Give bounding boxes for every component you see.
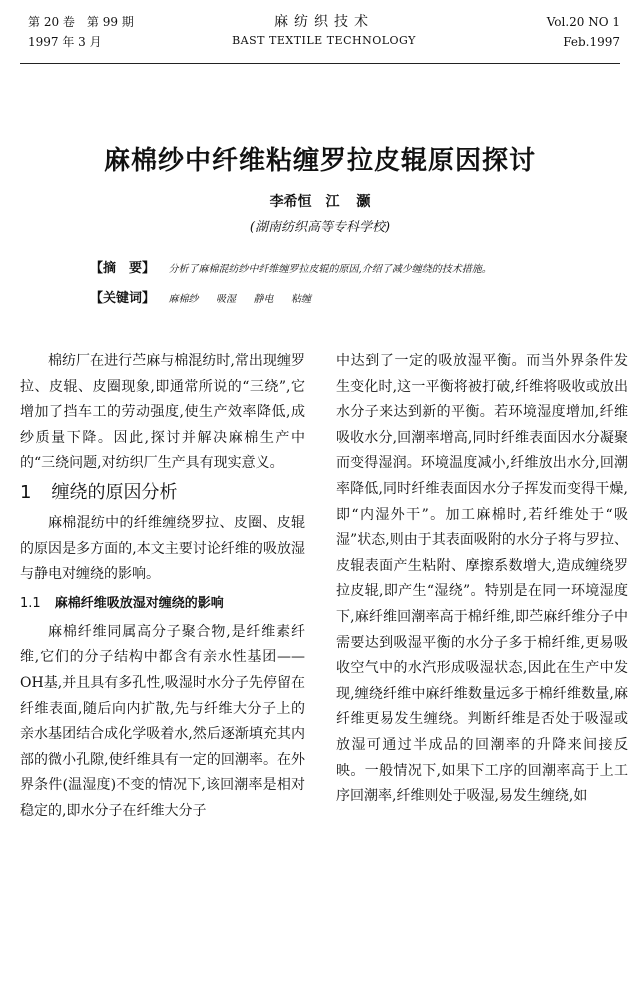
- author-affiliation: (湖南纺织高等专科学校): [249, 220, 391, 235]
- date-cn: 1997 年 3 月: [28, 35, 102, 49]
- body-column-right: [336, 349, 628, 810]
- subsection-number: 1.1: [20, 595, 41, 611]
- abstract: [90, 260, 600, 279]
- date-en: Feb.1997: [563, 35, 620, 49]
- abstract-label: 【摘 要】: [90, 261, 156, 276]
- subsection-title: 麻棉纤维吸放湿对缠绕的影响: [54, 595, 224, 611]
- keyword-item: 麻棉纱: [168, 294, 199, 305]
- article-title: 麻棉纱中纤维粘缠罗拉皮辊原因探讨: [103, 146, 536, 176]
- header-rule: [20, 63, 620, 64]
- abstract-text: 分析了麻棉混纺纱中纤维缠罗拉皮辊的原因,介绍了减少缠绕的技术措施。: [168, 264, 492, 275]
- keywords-label: 【关键词】: [90, 291, 156, 306]
- keyword-item: 吸湿: [216, 294, 237, 305]
- section-title: 缠绕的原因分析: [51, 481, 178, 503]
- article-authors: 李希恒 江 灏: [269, 194, 371, 210]
- keyword-item: 粘缠: [291, 294, 312, 305]
- running-header: [28, 6, 620, 58]
- body-column-left: [20, 349, 305, 825]
- section-paragraph: 麻棉混纺中的纤维缠绕罗拉、皮圈、皮辊的原因是多方面的,本文主要讨论纤维的吸放湿与静电对缠绕的影响。: [20, 514, 305, 583]
- intro-paragraph: 棉纺厂在进行苎麻与棉混纺时,常出现缠罗拉、皮辊、皮圈现象,即通常所说的“三绕”,它增加了挡车工的劳动强度,使生产效率降低,成纱质量下降。因此,探讨并解决麻棉生产中的“三绕问题,对纺织厂生产具有现实意义。: [20, 353, 305, 472]
- journal-name-cn: 麻纺织技术: [274, 14, 374, 30]
- keywords: [90, 290, 600, 309]
- volume-issue-cn: 第 20 卷 第 99 期: [28, 15, 134, 29]
- subsection-heading: [20, 592, 305, 616]
- continued-paragraph: 中达到了一定的吸放湿平衡。而当外界条件发生变化时,这一平衡将被打破,纤维将吸收或放出水分子来达到新的平衡。若环境湿度增加,纤维吸收水分,回潮率增高,同时纤维表面因水分凝聚而变得湿润。环境温度减小,纤维放出水分,回潮率降低,同时纤维表面因水分子挥发而变得干燥,即“内湿外干”。加工麻棉时,若纤维处于“吸湿”状态,则由于其表面吸附的水分子将与罗拉、皮辊表面产生粘附、摩擦系数增大,造成缠绕罗拉皮辊,即产生“湿绕”。特别是在同一环境湿度下,麻纤维回潮率高于棉纤维,即苎麻纤维分子中需要达到吸湿平衡的水分子多于棉纤维,更易吸收空气中的水汽形成吸湿状态,因此在生产中发现,缠绕纤维中麻纤维数量远多于棉纤维数量,麻纤维更易发生缠绕。判断纤维是否处于吸湿或放湿可通过半成品的回潮率的升降来间接反映。一般情况下,如果下工序的回潮率高于上工序回潮率,纤维则处于吸湿,易发生缠绕,如: [336, 353, 628, 805]
- journal-name-en: BAST TEXTILE TECHNOLOGY: [232, 34, 416, 47]
- section-heading: [20, 479, 305, 507]
- header-right: [547, 12, 620, 52]
- subsection-paragraph: 麻棉纤维同属高分子聚合物,是纤维素纤维,它们的分子结构中都含有亲水性基团——OH基,并且具有多孔性,吸湿时水分子先停留在纤维表面,随后向内扩散,先与纤维大分子上的亲水基团结合成化学吸着水,然后逐渐填充其内部的微小孔隙,使纤维具有一定的回潮率。在外界条件(温湿度)不变的情况下,该回潮率是相对稳定的,即水分子在纤维大分子: [20, 623, 305, 819]
- volume-issue-en: Vol.20 NO 1: [546, 15, 620, 29]
- section-number: 1: [20, 481, 32, 503]
- keyword-item: 静电: [253, 294, 274, 305]
- journal-name: [28, 12, 620, 50]
